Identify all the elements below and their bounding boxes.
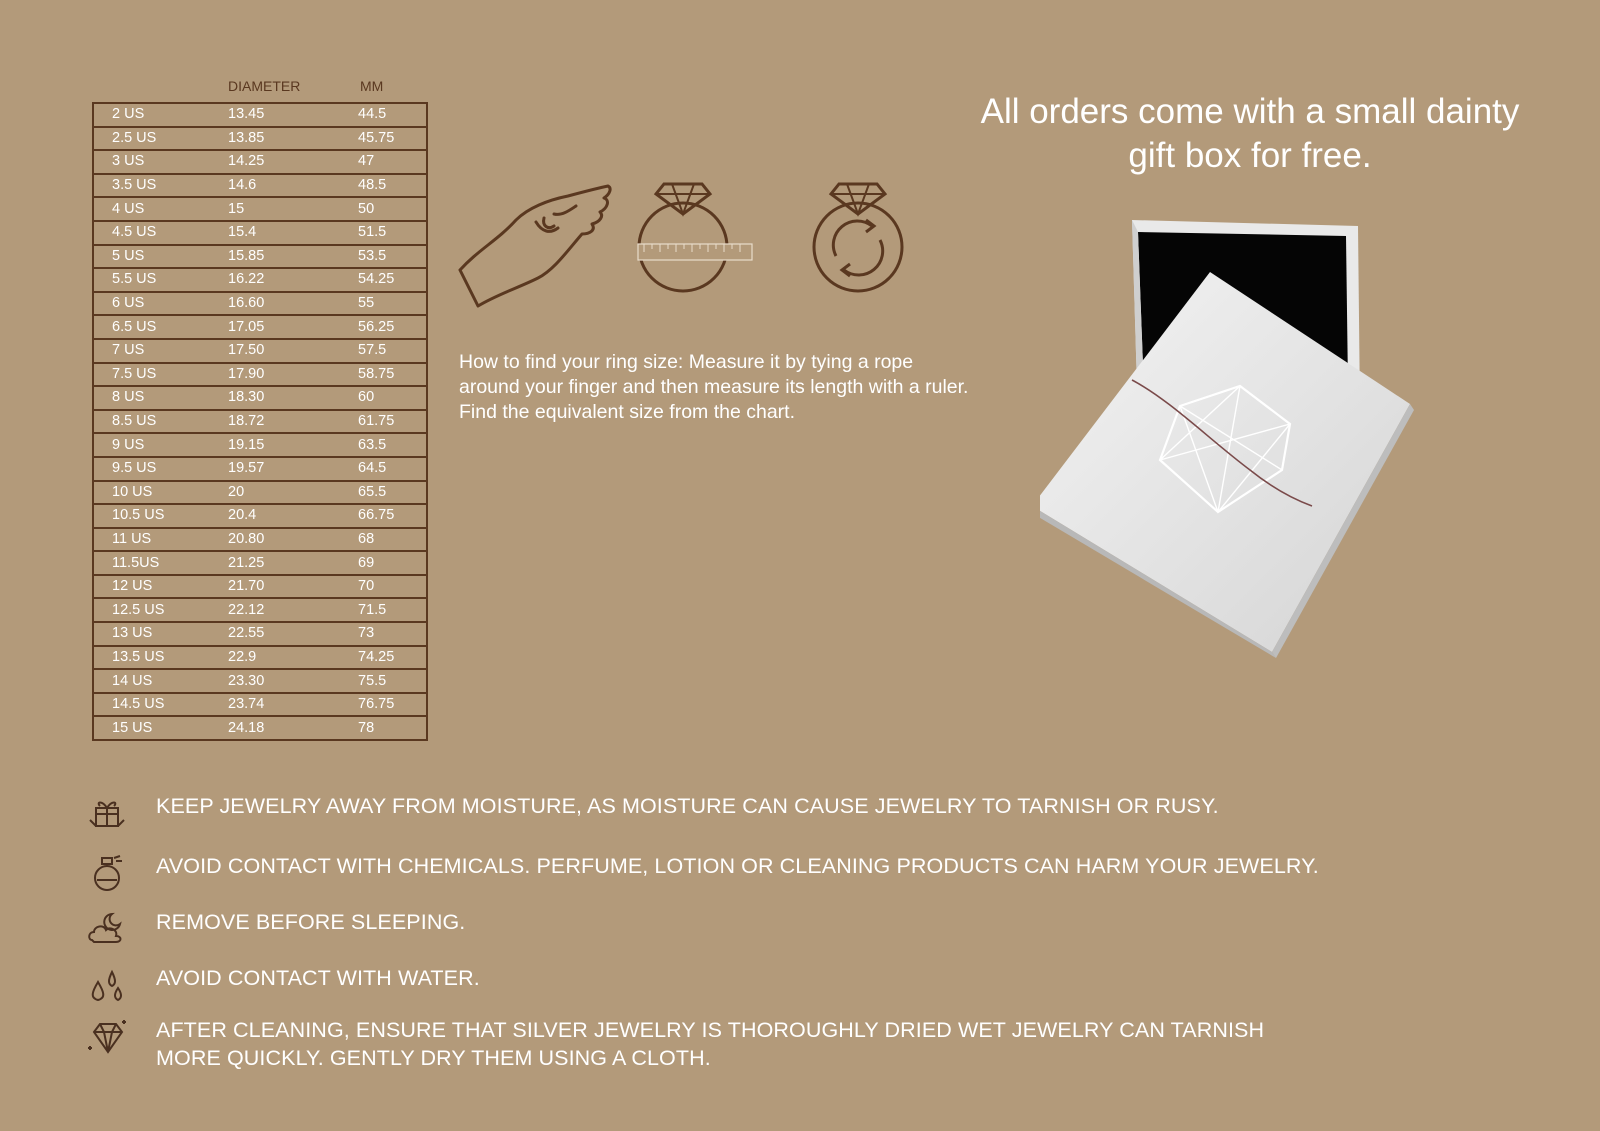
care-item-sleeping (86, 908, 1526, 952)
us-size-cell: 9.5 US (93, 457, 210, 481)
mm-cell: 71.5 (340, 598, 427, 622)
us-size-cell: 6 US (93, 292, 210, 316)
us-size-cell: 14 US (93, 669, 210, 693)
us-size-cell: 13.5 US (93, 646, 210, 670)
diameter-cell: 19.57 (210, 457, 340, 481)
diameter-cell: 23.30 (210, 669, 340, 693)
table-row (93, 528, 427, 552)
table-row (93, 150, 427, 174)
diameter-cell: 20.80 (210, 528, 340, 552)
perfume-bottle-icon (86, 852, 130, 896)
table-row (93, 197, 427, 221)
care-text-drying-1: AFTER CLEANING, ENSURE THAT SILVER JEWELRY IS THOROUGHLY DRIED WET JEWELRY CAN TARNISH (156, 1018, 1265, 1042)
mm-cell: 48.5 (340, 174, 427, 198)
table-row (93, 598, 427, 622)
promo-line-1: All orders come with a small dainty (980, 92, 1520, 131)
instructions-line-1: How to find your ring size: Measure it by tying a rope (459, 351, 914, 373)
mm-cell: 51.5 (340, 221, 427, 245)
mm-cell: 60 (340, 386, 427, 410)
promo-line-2: gift box for free. (1128, 136, 1372, 175)
care-text-moisture: KEEP JEWELRY AWAY FROM MOISTURE, AS MOISTURE CAN CAUSE JEWELRY TO TARNISH OR RUSY. (156, 794, 1219, 818)
table-row (93, 693, 427, 717)
table-row (93, 716, 427, 740)
us-size-cell: 5 US (93, 245, 210, 269)
diameter-cell: 17.50 (210, 339, 340, 363)
diameter-cell: 13.45 (210, 103, 340, 127)
mm-cell: 73 (340, 622, 427, 646)
us-size-cell: 7.5 US (93, 363, 210, 387)
table-row (93, 622, 427, 646)
us-size-cell: 2 US (93, 103, 210, 127)
mm-cell: 57.5 (340, 339, 427, 363)
mm-cell: 74.25 (340, 646, 427, 670)
us-size-cell: 11.5US (93, 551, 210, 575)
table-row (93, 386, 427, 410)
diameter-cell: 20.4 (210, 504, 340, 528)
mm-cell: 78 (358, 719, 375, 736)
mm-cell: 63.5 (340, 433, 427, 457)
mm-cell: 45.75 (340, 127, 427, 151)
moisture-gift-icon (86, 792, 130, 836)
mm-cell: 50 (340, 197, 427, 221)
sparkling-diamond-icon (86, 1016, 130, 1060)
mm-cell: 58.75 (340, 363, 427, 387)
table-row (93, 339, 427, 363)
table-row (93, 221, 427, 245)
mm-cell: 53.5 (340, 245, 427, 269)
mm-cell: 66.75 (340, 504, 427, 528)
table-row (93, 292, 427, 316)
table-row (93, 481, 427, 505)
us-size-cell: 3 US (93, 150, 210, 174)
us-size-cell: 3.5 US (93, 174, 210, 198)
mm-cell: 64.5 (340, 457, 427, 481)
care-text-water: AVOID CONTACT WITH WATER. (156, 966, 480, 990)
water-drops-icon (86, 964, 130, 1008)
us-size-cell: 12.5 US (93, 598, 210, 622)
diameter-cell: 21.25 (210, 551, 340, 575)
diameter-cell: 16.60 (210, 292, 340, 316)
mm-cell: 69 (340, 551, 427, 575)
diameter-cell: 16.22 (210, 268, 340, 292)
diameter-cell: 18.30 (210, 386, 340, 410)
us-size-cell: 9 US (93, 433, 210, 457)
table-row (93, 551, 427, 575)
table-row (93, 315, 427, 339)
table-row (93, 103, 427, 127)
care-item-moisture (86, 792, 1526, 836)
table-row (93, 669, 427, 693)
diameter-cell: 17.90 (210, 363, 340, 387)
diameter-cell: 18.72 (210, 410, 340, 434)
table-row (93, 646, 427, 670)
us-size-cell: 4.5 US (93, 221, 210, 245)
ring-rotate-icon (814, 184, 902, 291)
diameter-cell: 24.18 (228, 719, 265, 736)
mm-cell: 75.5 (340, 669, 427, 693)
table-row (93, 457, 427, 481)
gift-box-image (1040, 210, 1420, 670)
table-row (93, 174, 427, 198)
mm-header: MM (360, 78, 384, 94)
mm-cell: 47 (340, 150, 427, 174)
diameter-cell: 15 (210, 197, 340, 221)
instructions-line-3: Find the equivalent size from the chart. (459, 401, 796, 423)
diameter-cell: 22.12 (210, 598, 340, 622)
care-text-chemicals: AVOID CONTACT WITH CHEMICALS. PERFUME, LOTION OR CLEANING PRODUCTS CAN HARM YOUR JEWELRY. (156, 854, 1319, 878)
diameter-cell: 15.85 (210, 245, 340, 269)
table-row (93, 410, 427, 434)
us-size-cell: 2.5 US (93, 127, 210, 151)
table-row (93, 433, 427, 457)
diameter-cell: 13.85 (210, 127, 340, 151)
ring-ruler-icon (638, 184, 752, 291)
table-row (93, 127, 427, 151)
table-row (93, 245, 427, 269)
ring-size-instructions (459, 350, 1019, 425)
diameter-cell: 14.25 (210, 150, 340, 174)
diameter-cell: 15.4 (210, 221, 340, 245)
mm-cell: 76.75 (340, 693, 427, 717)
mm-cell: 44.5 (340, 103, 427, 127)
mm-cell: 55 (340, 292, 427, 316)
us-size-cell: 8 US (93, 386, 210, 410)
table-column-headers (92, 78, 430, 96)
us-size-cell: 11 US (93, 528, 210, 552)
gift-box-promo (960, 90, 1540, 178)
moon-cloud-icon (86, 908, 130, 952)
ring-size-table (92, 102, 428, 741)
mm-cell: 65.5 (340, 481, 427, 505)
us-size-cell: 15 US (112, 719, 153, 736)
table-row (93, 575, 427, 599)
diameter-header: DIAMETER (228, 78, 301, 94)
care-text-sleeping: REMOVE BEFORE SLEEPING. (156, 910, 466, 934)
care-item-chemicals (86, 852, 1526, 896)
us-size-cell: 10.5 US (93, 504, 210, 528)
us-size-cell: 12 US (93, 575, 210, 599)
care-item-drying (86, 1016, 1526, 1072)
mm-cell: 68 (340, 528, 427, 552)
diameter-cell: 17.05 (210, 315, 340, 339)
diameter-cell: 19.15 (210, 433, 340, 457)
diameter-cell: 14.6 (210, 174, 340, 198)
mm-cell: 54.25 (340, 268, 427, 292)
us-size-cell: 14.5 US (93, 693, 210, 717)
table-row (93, 504, 427, 528)
us-size-cell: 4 US (93, 197, 210, 221)
us-size-cell: 6.5 US (93, 315, 210, 339)
diameter-cell: 22.9 (210, 646, 340, 670)
hand-icon (460, 186, 610, 306)
table-row (93, 268, 427, 292)
diameter-cell: 21.70 (210, 575, 340, 599)
us-size-cell: 10 US (93, 481, 210, 505)
instructions-line-2: around your finger and then measure its length with a ruler. (459, 376, 969, 398)
measuring-icons (458, 170, 938, 320)
mm-cell: 70 (340, 575, 427, 599)
us-size-cell: 13 US (93, 622, 210, 646)
diameter-cell: 23.74 (210, 693, 340, 717)
diameter-cell: 20 (210, 481, 340, 505)
us-size-cell: 7 US (93, 339, 210, 363)
diameter-cell: 22.55 (210, 622, 340, 646)
mm-cell: 61.75 (340, 410, 427, 434)
mm-cell: 56.25 (340, 315, 427, 339)
table-row (93, 363, 427, 387)
us-size-cell: 8.5 US (93, 410, 210, 434)
us-size-cell: 5.5 US (93, 268, 210, 292)
care-text-drying-2: MORE QUICKLY. GENTLY DRY THEM USING A CLOTH. (156, 1046, 711, 1070)
care-item-water (86, 964, 1526, 1008)
